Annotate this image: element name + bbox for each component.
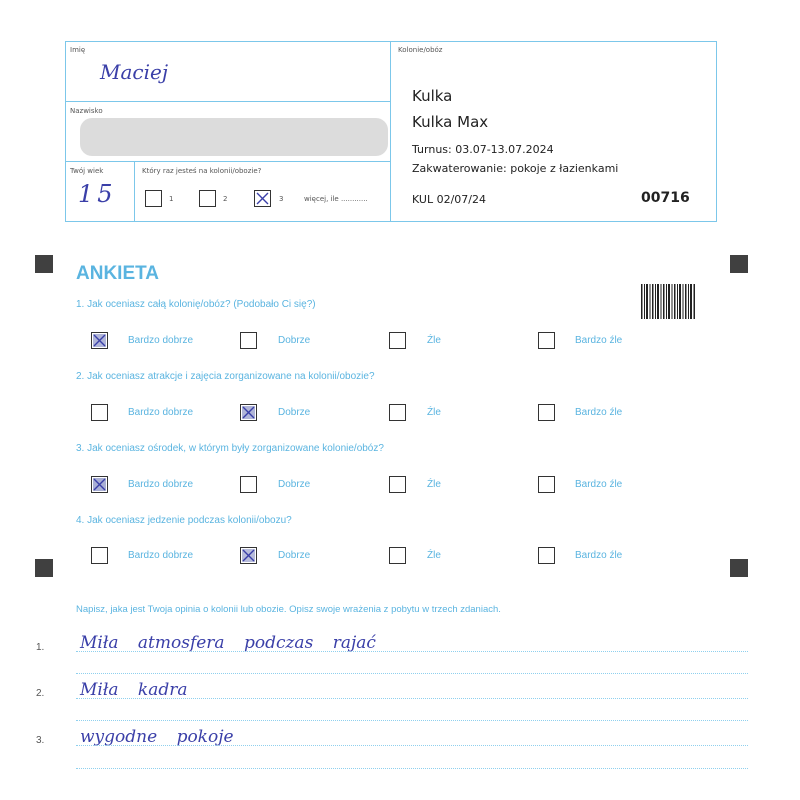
q2-option-bardzo-dobrze: Bardzo dobrze — [128, 407, 194, 418]
q2-option-dobrze-checkbox[interactable] — [240, 404, 257, 421]
q3-option-zle: Źle — [427, 479, 441, 490]
q3-option-bardzo-dobrze-checkbox[interactable] — [91, 476, 108, 493]
q2-option-bardzo-dobrze-checkbox[interactable] — [91, 404, 108, 421]
q4-option-bardzo-dobrze-checkbox[interactable] — [91, 547, 108, 564]
question-4-text: 4. Jak oceniasz jedzenie podczas kolonii/obozu? — [76, 515, 292, 526]
q4-option-bardzo-dobrze: Bardzo dobrze — [128, 550, 194, 561]
q3-option-bardzo-zle-checkbox[interactable] — [538, 476, 555, 493]
opinion-line-2-rule — [76, 698, 748, 699]
times-option-more: więcej, ile ............ — [304, 195, 368, 203]
times-checkbox-2[interactable] — [199, 190, 216, 207]
q3-option-bardzo-zle: Bardzo źle — [575, 479, 623, 490]
q4-option-bardzo-zle: Bardzo źle — [575, 550, 623, 561]
header-divider-3 — [134, 161, 135, 222]
q2-option-zle-checkbox[interactable] — [389, 404, 406, 421]
opinion-line-2-number: 2. — [36, 688, 45, 699]
accommodation-text: Zakwaterowanie: pokoje z łazienkami — [412, 162, 619, 175]
q2-option-bardzo-zle: Bardzo źle — [575, 407, 623, 418]
question-2-text: 2. Jak oceniasz atrakcje i zajęcia zorganizowane na kolonii/obozie? — [76, 371, 375, 382]
q1-option-dobrze: Dobrze — [278, 335, 311, 346]
camp-subname: Kulka Max — [412, 113, 489, 131]
survey-title: ANKIETA — [76, 263, 160, 284]
registration-marker-top-right — [730, 255, 748, 273]
opinion-line-1-rule — [76, 651, 748, 652]
times-checkbox-3[interactable] — [254, 190, 271, 207]
q3-option-dobrze-checkbox[interactable] — [240, 476, 257, 493]
first-name-value: Maciej — [100, 60, 169, 84]
q3-option-bardzo-dobrze: Bardzo dobrze — [128, 479, 194, 490]
q2-check-mark — [240, 404, 257, 421]
times-option-2: 2 — [223, 195, 228, 203]
barcode — [641, 284, 696, 319]
turnus-text: Turnus: 03.07-13.07.2024 — [412, 143, 554, 156]
registration-marker-bottom-left — [35, 559, 53, 577]
q4-option-dobrze: Dobrze — [278, 550, 311, 561]
q1-option-bardzo-zle-checkbox[interactable] — [538, 332, 555, 349]
camp-name: Kulka — [412, 87, 453, 105]
q2-option-bardzo-zle-checkbox[interactable] — [538, 404, 555, 421]
header-divider-2 — [65, 161, 390, 162]
q4-option-dobrze-checkbox[interactable] — [240, 547, 257, 564]
q3-option-zle-checkbox[interactable] — [389, 476, 406, 493]
registration-marker-top-left — [35, 255, 53, 273]
q4-option-bardzo-zle-checkbox[interactable] — [538, 547, 555, 564]
q4-check-mark — [240, 547, 257, 564]
question-3-text: 3. Jak oceniasz ośrodek, w którym były zorganizowane kolonie/obóz? — [76, 443, 384, 454]
times-checkbox-1[interactable] — [145, 190, 162, 207]
q1-check-mark — [91, 332, 108, 349]
q2-option-dobrze: Dobrze — [278, 407, 311, 418]
age-value: 15 — [78, 180, 117, 208]
age-label: Twój wiek — [70, 167, 104, 175]
registration-marker-bottom-right — [730, 559, 748, 577]
times-label: Który raz jesteś na kolonii/obozie? — [142, 167, 262, 175]
opinion-prompt: Napisz, jaka jest Twoja opinia o kolonii lub obozie. Opisz swoje wrażenia z pobytu w trzech zdaniach. — [76, 604, 501, 615]
q1-option-bardzo-dobrze: Bardzo dobrze — [128, 335, 194, 346]
opinion-line-3-rule — [76, 745, 748, 746]
q4-option-zle: Źle — [427, 550, 441, 561]
opinion-line-1-text[interactable]: Miła atmosfera podczas rajać — [80, 633, 376, 653]
opinion-line-3-number: 3. — [36, 735, 45, 746]
q1-option-dobrze-checkbox[interactable] — [240, 332, 257, 349]
q2-option-zle: Źle — [427, 407, 441, 418]
camp-code: KUL 02/07/24 — [412, 193, 486, 206]
q4-option-zle-checkbox[interactable] — [389, 547, 406, 564]
q1-option-bardzo-zle: Bardzo źle — [575, 335, 623, 346]
last-name-redacted — [80, 118, 388, 156]
opinion-line-2-text[interactable]: Miła kadra — [80, 680, 188, 700]
opinion-line-3-text[interactable]: wygodne pokoje — [80, 727, 234, 747]
times-option-3: 3 — [279, 195, 284, 203]
q1-option-zle-checkbox[interactable] — [389, 332, 406, 349]
q3-option-dobrze: Dobrze — [278, 479, 311, 490]
header-divider-vertical — [390, 41, 391, 222]
first-name-label: Imię — [70, 46, 86, 54]
times-check-mark — [254, 190, 271, 207]
times-option-1: 1 — [169, 195, 174, 203]
last-name-label: Nazwisko — [70, 107, 103, 115]
q3-check-mark — [91, 476, 108, 493]
camp-label: Kolonie/obóz — [398, 46, 443, 54]
question-1-text: 1. Jak oceniasz całą kolonię/obóz? (Podobało Ci się?) — [76, 299, 316, 310]
opinion-line-2-rule-b — [76, 720, 748, 721]
opinion-line-3-rule-b — [76, 768, 748, 769]
q1-option-bardzo-dobrze-checkbox[interactable] — [91, 332, 108, 349]
q1-option-zle: Źle — [427, 335, 441, 346]
form-number: 00716 — [641, 190, 690, 206]
header-divider-1 — [65, 101, 390, 102]
opinion-line-1-rule-b — [76, 673, 748, 674]
opinion-line-1-number: 1. — [36, 642, 45, 653]
